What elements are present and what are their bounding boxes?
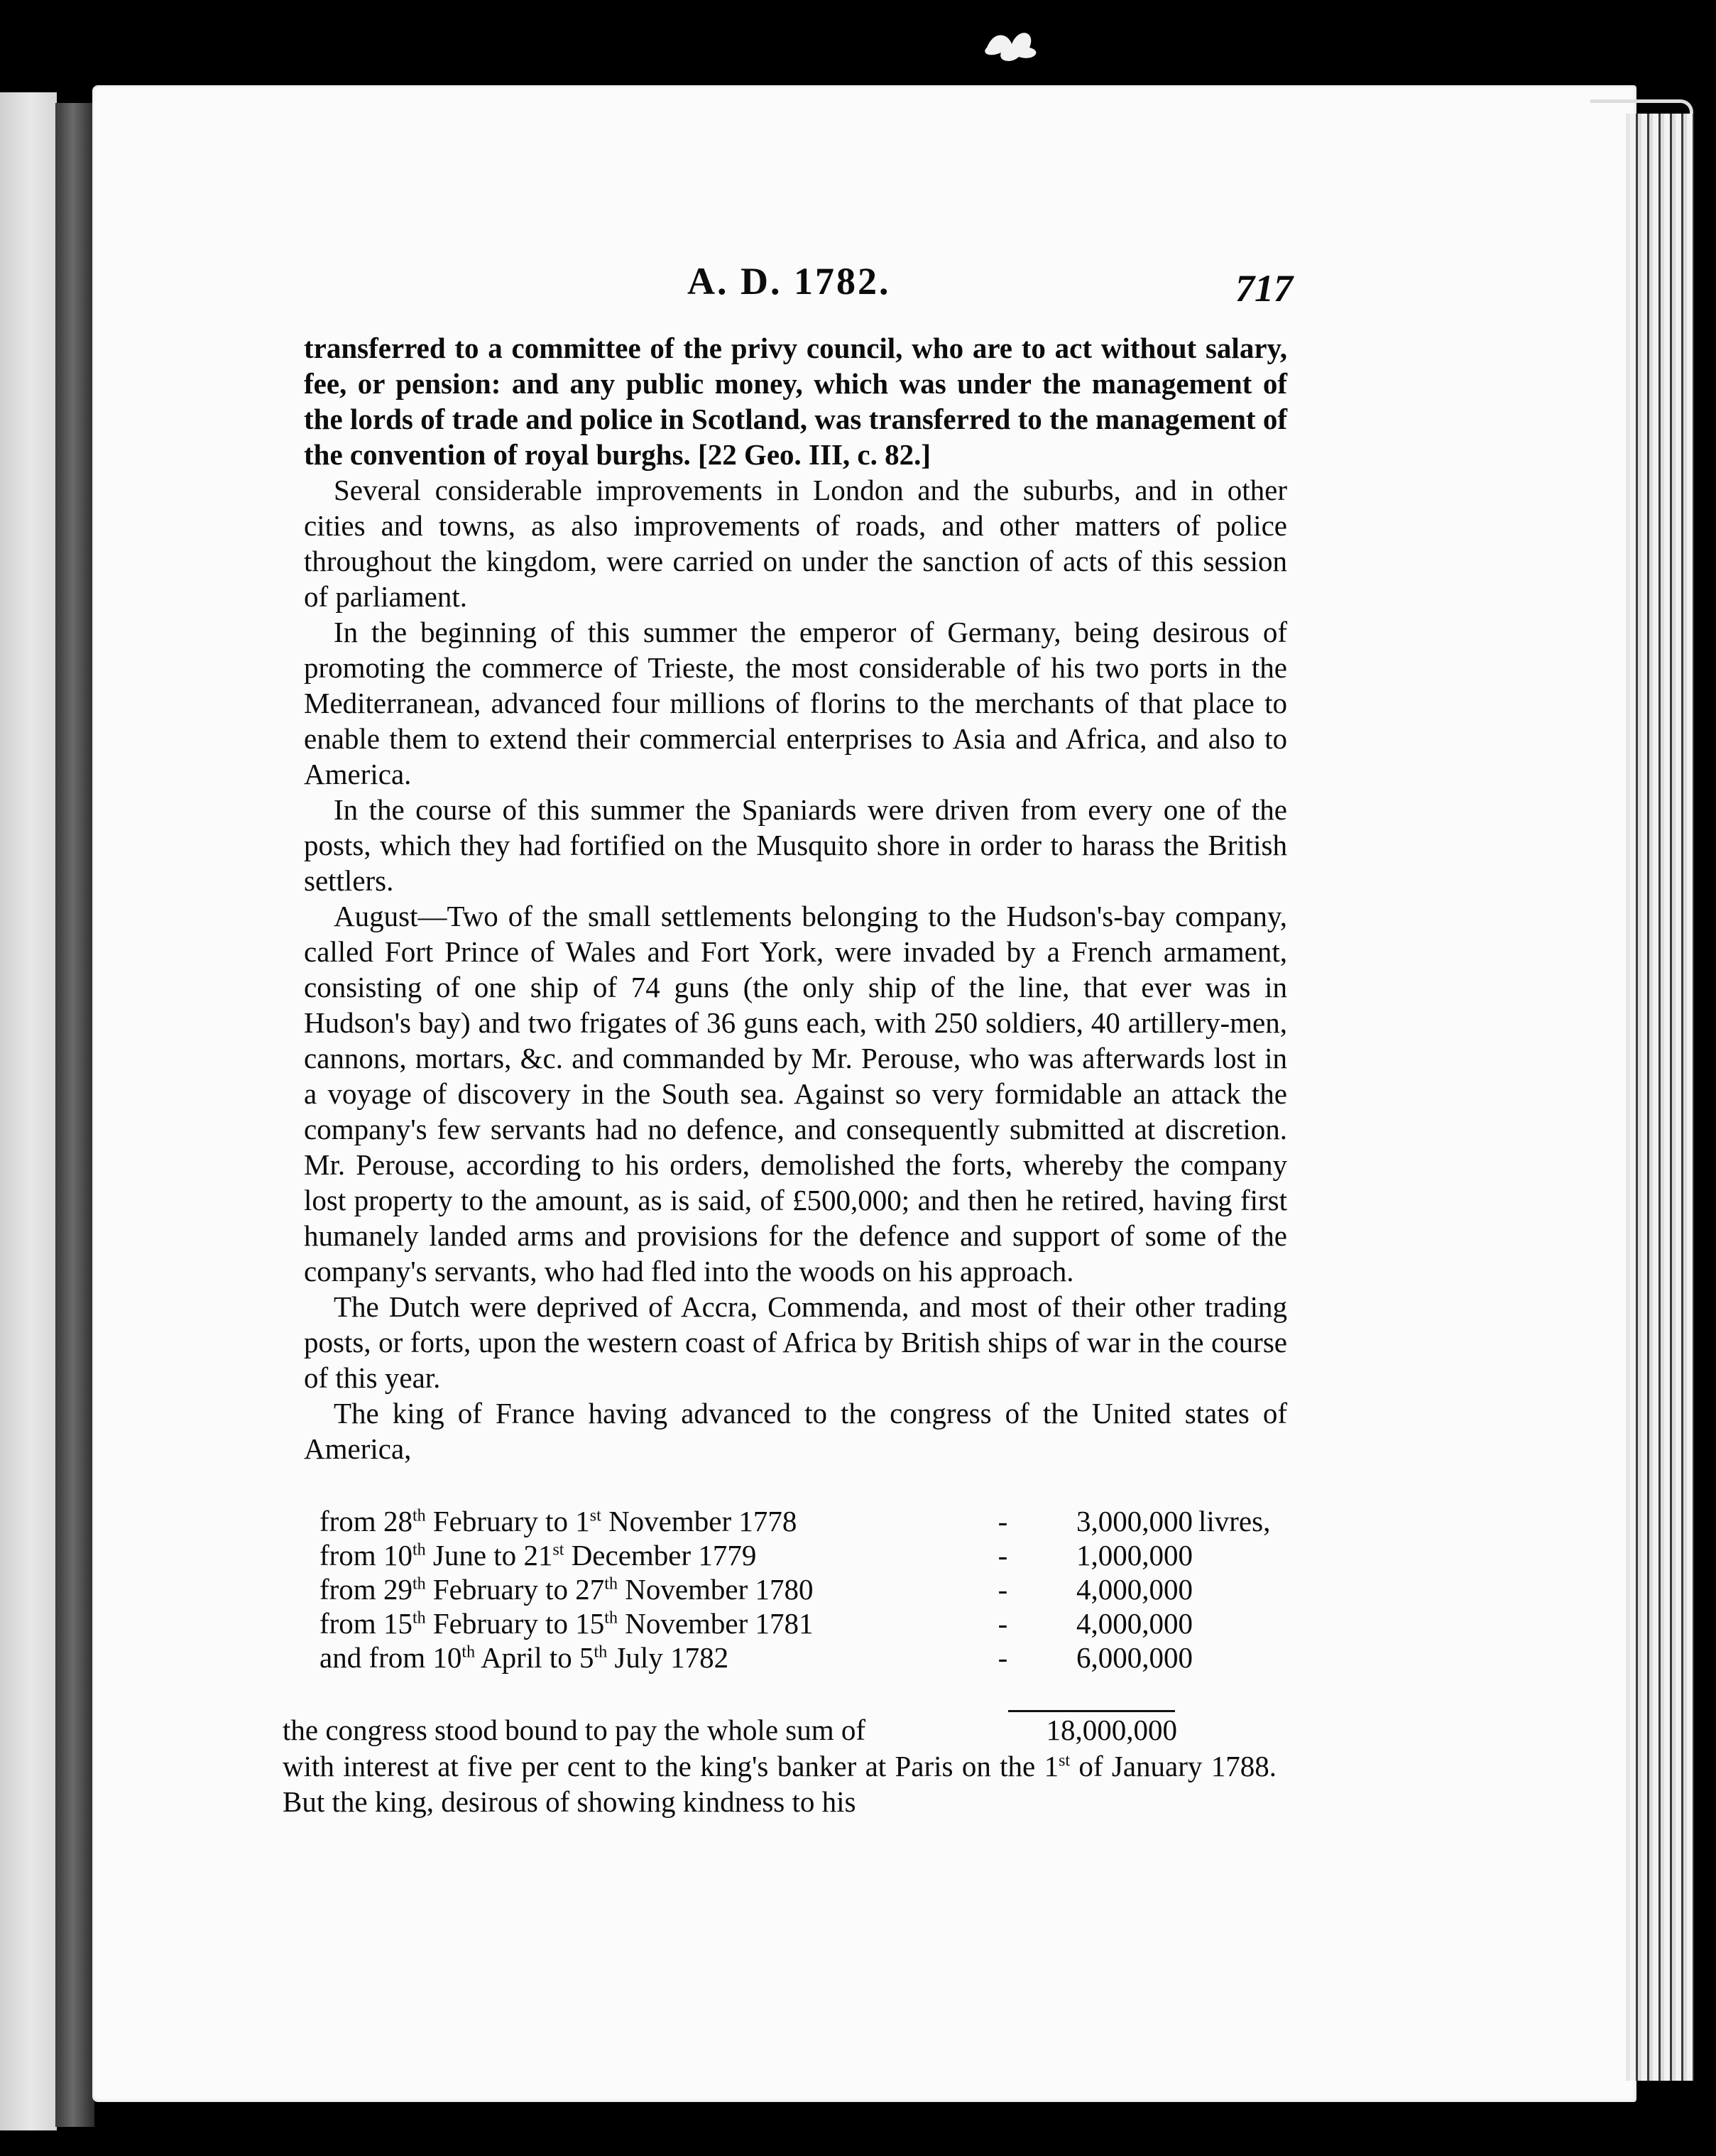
loan-from-sup: th [412, 1506, 426, 1525]
loan-amount-cell [1044, 1538, 1285, 1572]
facing-page-edge [0, 92, 57, 2130]
closing-text [283, 1748, 1277, 1819]
paragraph: In the course of this summer the Spaniards were driven from every one of the posts, which they had fortified on the Musquito shore in order to harass the British settlers. [304, 793, 1287, 897]
loan-from-month: June [432, 1539, 487, 1572]
loan-unit: livres, [1198, 1505, 1271, 1537]
loan-from-sup: th [412, 1574, 426, 1594]
loan-from-sup: th [461, 1643, 476, 1662]
loan-from-day: 10 [383, 1539, 412, 1572]
loan-year: 1780 [755, 1573, 814, 1606]
loan-dash: - [998, 1607, 1008, 1640]
loan-to-month: July [614, 1641, 663, 1674]
loan-amount: 3,000,000 [1076, 1505, 1193, 1537]
loan-amount: 6,000,000 [1076, 1641, 1193, 1674]
loan-to-month: November [608, 1505, 732, 1537]
loan-from-day: 29 [383, 1573, 412, 1606]
loan-amount-cell [1044, 1606, 1285, 1640]
loan-to-month: November [625, 1607, 748, 1640]
loan-dash: - [998, 1573, 1008, 1606]
loan-amount-cell [1044, 1504, 1285, 1538]
closing-sup: st [1059, 1751, 1071, 1770]
loan-period: from 15th February to 15th November 1781 [319, 1607, 814, 1640]
ink-smudge [980, 23, 1051, 65]
closing-after: of January 1788. But the king, desirous of showing kindness to his [283, 1750, 1277, 1818]
loan-row [319, 1538, 1285, 1572]
loan-amount: 4,000,000 [1076, 1607, 1193, 1640]
paragraph: In the beginning of this summer the emperor of Germany, being desirous of promoting the commerce of Trieste, the most considerable of his two ports in the Mediterranean, advanced four millions of florins to the merchants of that place to enable them to extend their commercial enterprises to Asia and Africa, and also to America. [304, 616, 1287, 790]
loan-from-sup: th [412, 1540, 426, 1559]
paragraph: August—Two of the small settlements belonging to the Hudson's-bay company, called Fort Prince of Wales and Fort York, were invaded by a French armament, consisting of one ship of 74 guns (the only ship of the line, that ever was in Hudson's bay) and two frigates of 36 guns each, with 250 soldiers, 40 artillery-men, cannons, mortars, &c. and commanded by Mr. Perouse, who was afterwards lost in a voyage of discovery in the South sea. Against so very formidable an attack the company's few servants had no defence, and consequently submitted at discretion. Mr. Perouse, according to his orders, demolished the forts, whereby the company lost property to the amount, as is said, of £500,000; and then he retired, having first humanely landed arms and provisions for the defence and support of some of the company's servants, who had fled into the woods on his approach. [304, 900, 1287, 1287]
binding-shadow [55, 103, 94, 2127]
paragraph: The Dutch were deprived of Accra, Commenda, and most of their other trading posts, or forts, upon the western coast of Africa by British ships of war in the course of this year. [304, 1290, 1287, 1394]
total-line [283, 1713, 1177, 1747]
loan-table [319, 1504, 1285, 1675]
loan-to-sup: st [589, 1506, 601, 1525]
loan-year: 1778 [738, 1505, 797, 1537]
loan-from-sup: th [412, 1608, 426, 1628]
loan-to-day: 15 [575, 1607, 605, 1640]
page-stack-edges [1626, 114, 1694, 2081]
paragraph: transferred to a committee of the privy council, who are to act without salary, fee, or pension: and any public money, which was under the management of the lords of trade and police in Scotland, was transferred to the management of the convention of royal burghs. [22 Geo. III, c. 82.] [304, 332, 1287, 471]
loan-to-sup: th [594, 1643, 608, 1662]
total-label: the congress stood bound to pay the whole sum of [283, 1714, 866, 1746]
paragraph: The king of France having advanced to the congress of the United states of America, [304, 1397, 1287, 1465]
closing-before: with interest at five per cent to the king's banker at Paris on the 1 [283, 1750, 1059, 1782]
loan-from-day: 10 [432, 1641, 462, 1674]
loan-amount: 1,000,000 [1076, 1539, 1193, 1572]
loan-from-month: February [432, 1573, 538, 1606]
loan-year: 1782 [670, 1641, 729, 1674]
loan-to-day: 5 [579, 1641, 594, 1674]
loan-to-sup: th [604, 1608, 618, 1628]
body-text [304, 330, 1287, 1466]
loan-to-day: 27 [575, 1573, 605, 1606]
loan-to-day: 21 [523, 1539, 553, 1572]
loan-dash: - [998, 1505, 1008, 1537]
loan-to-sup: st [552, 1540, 564, 1559]
loan-dash: - [998, 1641, 1008, 1674]
loan-row [319, 1572, 1285, 1606]
loan-from-day: 15 [383, 1607, 412, 1640]
loan-row [319, 1606, 1285, 1640]
loan-period: from 29th February to 27th November 1780 [319, 1573, 814, 1606]
loan-amount-cell [1044, 1640, 1285, 1675]
loan-from-day: 28 [383, 1505, 412, 1537]
loan-to-day: 1 [575, 1505, 590, 1537]
loan-period: from 28th February to 1st November 1778 [319, 1505, 797, 1537]
loan-from-month: February [432, 1505, 538, 1537]
loan-period: from 10th June to 21st December 1779 [319, 1539, 757, 1572]
total-rule [1008, 1710, 1175, 1712]
loan-row [319, 1640, 1285, 1675]
loan-year: 1779 [698, 1539, 757, 1572]
loan-to-month: December [571, 1539, 692, 1572]
loan-to-sup: th [604, 1574, 618, 1594]
total-amount: 18,000,000 [1046, 1714, 1177, 1746]
page-number: 717 [1235, 267, 1293, 310]
loan-amount: 4,000,000 [1076, 1573, 1193, 1606]
paragraph: Several considerable improvements in London and the suburbs, and in other cities and towns, as also improvements of roads, and other matters of police throughout the kingdom, were carried on under the sanction of acts of this session of parliament. [304, 474, 1287, 613]
loan-from-month: April [481, 1641, 542, 1674]
running-head: A. D. 1782. [687, 260, 891, 303]
loan-amount-cell [1044, 1572, 1285, 1606]
loan-period: and from 10th April to 5th July 1782 [319, 1641, 729, 1674]
loan-row [319, 1504, 1285, 1538]
loan-to-month: November [625, 1573, 748, 1606]
loan-year: 1781 [755, 1607, 814, 1640]
loan-from-month: February [432, 1607, 538, 1640]
loan-dash: - [998, 1539, 1008, 1572]
